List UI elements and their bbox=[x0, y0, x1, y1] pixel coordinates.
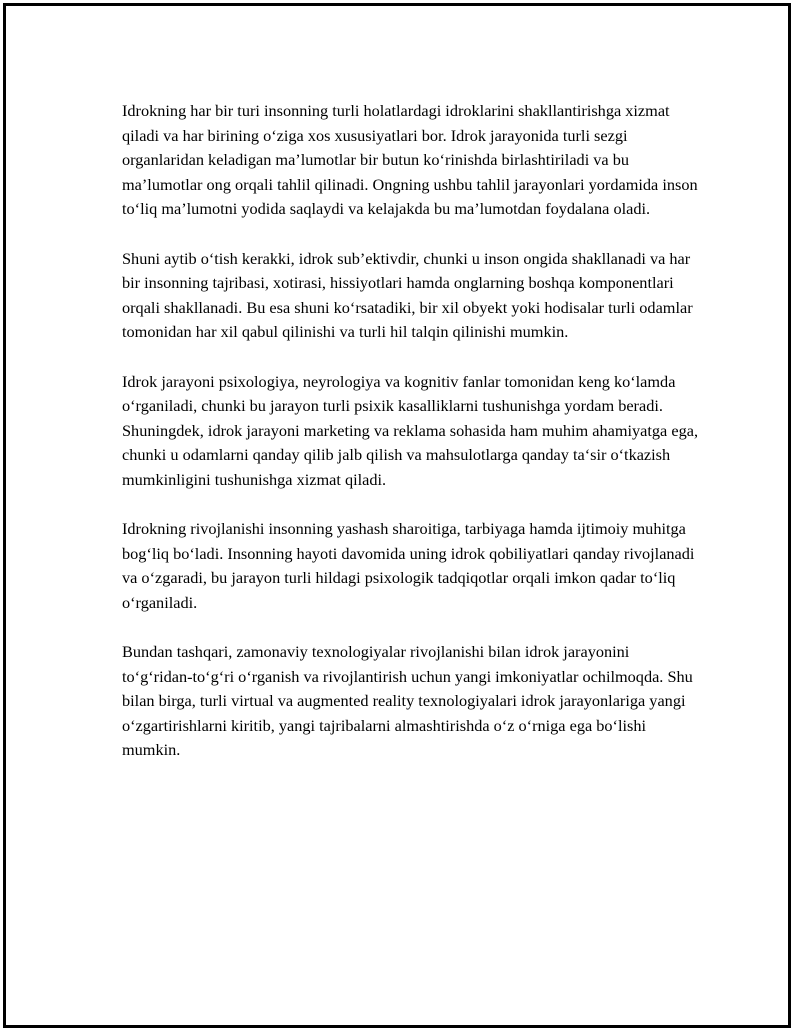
paragraph: Idrokning rivojlanishi insonning yashash sharoitiga, tarbiyaga hamda ijtimoiy muhitga bog‘liq bo‘ladi. Insonning hayoti davomida uning idrok qobiliyatlari qanday rivojlanadi va o‘zgaradi, bu jarayon turli hildagi psixologik tadqiqotlar orqali imkon qadar to‘liq o‘rganiladi. bbox=[122, 519, 695, 612]
paragraph: Shuni aytib o‘tish kerakki, idrok sub’ektivdir, chunki u inson ongida shakllanadi va har bir insonning tajribasi, xotirasi, hissiyotlari hamda onglarning boshqa komponentlari orqali shakllanadi. Bu esa shuni ko‘rsatadiki, bir xil obyekt yoki hodisalar turli odamlar tomonidan har xil qabul qilinishi va turli hil talqin qilinishi mumkin. bbox=[122, 248, 693, 341]
document-page bbox=[3, 3, 791, 1028]
paragraph: Idrokning har bir turi insonning turli holatlardagi idroklarini shakllantirishga xizmat qiladi va har birining o‘ziga xos xususiyatlari bor. Idrok jarayonida turli sezgi organlaridan keladigan ma’lumotlar bir butun ko‘rinishda birlashtiriladi va bu ma’lumotlar ong orqali tahlil qilinadi. Ongning ushbu tahlil jarayonlari yordamida inson to‘liq ma’lumotni yodida saqlaydi va kelajakda bu ma’lumotdan foydalana oladi. bbox=[122, 101, 698, 218]
paragraph: Idrok jarayoni psixologiya, neyrologiya va kognitiv fanlar tomonidan keng ko‘lamda o‘rganiladi, chunki bu jarayon turli psixik kasalliklarni tushunishga yordam beradi. Shuningdek, idrok jarayoni marketing va reklama sohasida ham muhim ahamiyatga ega, chunki u odamlarni qanday qilib jalb qilish va mahsulotlarga qanday ta‘sir o‘tkazish mumkinligini tushunishga xizmat qiladi. bbox=[122, 371, 699, 489]
paragraph: Bundan tashqari, zamonaviy texnologiyalar rivojlanishi bilan idrok jarayonini to‘g‘ridan-to‘g‘ri o‘rganish va rivojlantirish uchun yangi imkoniyatlar ochilmoqda. Shu bilan birga, turli virtual va augmented reality texnologiyalari idrok jarayonlariga yangi o‘zgartirishlarni kiritib, yangi tajribalarni almashtirishda o‘z o‘rniga ega bo‘lishi mumkin. bbox=[122, 642, 693, 759]
document-body bbox=[122, 99, 702, 788]
